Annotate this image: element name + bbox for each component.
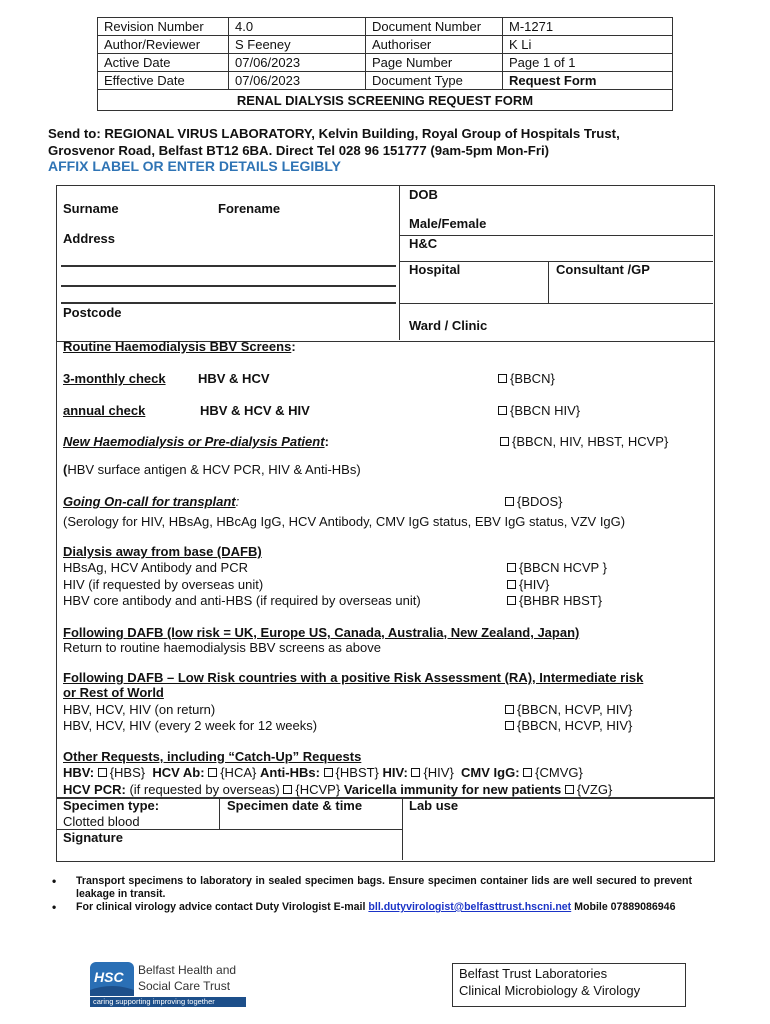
- other-requests-row-2: [63, 782, 612, 797]
- sex-field[interactable]: Male/Female: [409, 216, 487, 231]
- form-title: RENAL DIALYSIS SCREENING REQUEST FORM: [98, 90, 673, 111]
- logo-line-1: Belfast Health and: [138, 963, 237, 977]
- ra-heading-2: or Rest of World: [63, 685, 164, 700]
- ra-line-2: HBV, HCV, HIV (every 2 week for 12 weeks): [63, 718, 318, 733]
- new-patient-colon: :: [324, 434, 329, 449]
- anti-hbs-code: {HBST}: [335, 765, 379, 780]
- cmv-code: {CMVG}: [535, 765, 583, 780]
- low-risk-note: Return to routine haemodialysis BBV screens as above: [63, 640, 381, 655]
- postcode-field[interactable]: Postcode: [63, 305, 122, 320]
- specimen-divider-2: [402, 797, 403, 860]
- dafb-line-2: HIV (if requested by overseas unit): [63, 577, 264, 592]
- note-mobile: Mobile 07889086946: [574, 901, 676, 913]
- annual-check-tests: HBV & HCV & HIV: [200, 403, 310, 418]
- consultant-divider: [548, 261, 549, 303]
- dafb-line-1: HBsAg, HCV Antibody and PCR: [63, 560, 248, 575]
- hcv-pcr-note: (if requested by overseas): [129, 782, 280, 797]
- hospital-field[interactable]: Hospital: [409, 262, 461, 277]
- varicella-code: {VZG}: [576, 782, 613, 797]
- document-control-table: [97, 17, 673, 111]
- patient-divider: [399, 185, 400, 340]
- annual-check-option[interactable]: [498, 403, 580, 418]
- new-patient-note: [63, 462, 361, 477]
- document-number-value: M-1271: [503, 18, 673, 36]
- low-risk-heading: Following DAFB (low risk = UK, Europe US, Canada, Australia, New Zealand, Japan): [63, 625, 580, 640]
- send-to-line-2: Grosvenor Road, Belfast BT12 6BA. Direct Tel 028 96 151777 (9am-5pm Mon-Fri): [48, 143, 550, 158]
- checkbox-icon[interactable]: [98, 768, 107, 777]
- on-call-colon: :: [235, 494, 240, 509]
- on-call-note: (Serology for HIV, HBsAg, HBcAg IgG, HCV Antibody, CMV IgG status, EBV IgG status, VZV IgG): [63, 514, 626, 529]
- three-monthly-label: 3-monthly check: [63, 371, 166, 386]
- lab-name-line-1: Belfast Trust Laboratories: [459, 966, 608, 981]
- ra-heading-1: Following DAFB – Low Risk countries with a positive Risk Assessment (RA), Intermediate risk: [63, 670, 644, 685]
- hcv-pcr-code: {HCVP}: [295, 782, 341, 797]
- ra-option-2[interactable]: [505, 718, 632, 733]
- checkbox-icon[interactable]: [507, 563, 516, 572]
- checkbox-icon[interactable]: [507, 580, 516, 589]
- cmv-label: CMV IgG:: [461, 765, 520, 780]
- new-patient-note-text: HBV surface antigen & HCV PCR, HIV & Anti-HBs): [67, 462, 361, 477]
- forename-field[interactable]: Forename: [218, 201, 281, 216]
- author-label: Author/Reviewer: [98, 36, 229, 54]
- specimen-divider-1: [219, 797, 220, 829]
- checkbox-icon[interactable]: [283, 785, 292, 794]
- on-call-label-text: Going On-call for transplant: [63, 494, 236, 509]
- dafb-option-3[interactable]: [507, 593, 602, 608]
- hbv-code: {HBS}: [109, 765, 146, 780]
- logo-line-2: Social Care Trust: [138, 979, 231, 993]
- on-call-code: {BDOS}: [517, 494, 563, 509]
- page-number-value: Page 1 of 1: [503, 54, 673, 72]
- effective-date-value: 07/06/2023: [229, 72, 366, 90]
- revision-value: 4.0: [229, 18, 366, 36]
- address-line-1[interactable]: [61, 265, 396, 267]
- checkbox-icon[interactable]: [411, 768, 420, 777]
- signature-field[interactable]: Signature: [63, 830, 123, 845]
- dafb-option-1[interactable]: [507, 560, 607, 575]
- surname-field[interactable]: Surname: [63, 201, 119, 216]
- checkbox-icon[interactable]: [324, 768, 333, 777]
- author-value: S Feeney: [229, 36, 366, 54]
- varicella-label: Varicella immunity for new patients: [343, 782, 562, 797]
- on-call-option[interactable]: [505, 494, 563, 509]
- logo-tagline: caring supporting improving together: [93, 997, 215, 1006]
- active-date-label: Active Date: [98, 54, 229, 72]
- laboratory-box: [452, 963, 686, 1007]
- logo-hsc: HSC: [94, 969, 124, 985]
- address-field[interactable]: Address: [63, 231, 116, 246]
- annual-check-code: {BBCN HIV}: [510, 403, 581, 418]
- dafb-code-1: {BBCN HCVP }: [519, 560, 607, 575]
- consultant-field[interactable]: Consultant /GP: [556, 262, 650, 277]
- three-monthly-code: {BBCN}: [510, 371, 555, 386]
- checkbox-icon[interactable]: [523, 768, 532, 777]
- document-number-label: Document Number: [366, 18, 503, 36]
- address-line-2[interactable]: [61, 285, 396, 287]
- specimen-divider-4: [220, 829, 402, 830]
- hc-field[interactable]: H&C: [409, 236, 438, 251]
- dafb-option-2[interactable]: [507, 577, 549, 592]
- note-virology-text: For clinical virology advice contact Duty Virologist E-mail: [76, 901, 366, 913]
- three-monthly-option[interactable]: [498, 371, 555, 386]
- duty-virologist-email-link[interactable]: bll.dutyvirologist@belfasttrust.hscni.net: [368, 901, 572, 913]
- hcv-pcr-label: HCV PCR:: [63, 782, 126, 797]
- three-monthly-tests: HBV & HCV: [198, 371, 270, 386]
- new-patient-label: [63, 434, 329, 449]
- authoriser-value: K Li: [503, 36, 673, 54]
- document-type-label: Document Type: [366, 72, 503, 90]
- dafb-line-3: HBV core antibody and anti-HBS (if required by overseas unit): [63, 593, 421, 608]
- checkbox-icon[interactable]: [498, 374, 507, 383]
- hcv-ab-code: {HCA}: [220, 765, 257, 780]
- send-to-address: [48, 125, 728, 159]
- routine-heading: [63, 339, 296, 354]
- checkbox-icon[interactable]: [505, 705, 514, 714]
- checkbox-icon[interactable]: [505, 721, 514, 730]
- trust-logo: [90, 962, 250, 1008]
- dafb-heading: Dialysis away from base (DAFB): [63, 544, 262, 559]
- checkbox-icon[interactable]: [498, 406, 507, 415]
- page-number-label: Page Number: [366, 54, 503, 72]
- dob-divider: [400, 235, 713, 236]
- checkbox-icon[interactable]: [208, 768, 217, 777]
- checkbox-icon[interactable]: [565, 785, 574, 794]
- anti-hbs-label: Anti-HBs:: [259, 765, 320, 780]
- lab-name-line-2: Clinical Microbiology & Virology: [459, 983, 641, 998]
- routine-heading-colon: :: [291, 339, 296, 354]
- new-patient-code: {BBCN, HIV, HBST, HCVP}: [512, 434, 669, 449]
- specimen-type-value[interactable]: Clotted blood: [63, 814, 140, 829]
- new-patient-note-paren: (: [63, 462, 68, 477]
- dob-field[interactable]: DOB: [409, 187, 438, 202]
- ward-clinic-field[interactable]: Ward / Clinic: [409, 318, 488, 333]
- active-date-value: 07/06/2023: [229, 54, 366, 72]
- affix-label-instruction: AFFIX LABEL OR ENTER DETAILS LEGIBLY: [48, 158, 341, 174]
- new-patient-label-text: New Haemodialysis or Pre-dialysis Patient: [63, 434, 325, 449]
- other-requests-row-1: [63, 765, 583, 780]
- routine-heading-text: Routine Haemodialysis BBV Screens: [63, 339, 292, 354]
- hiv-code: {HIV}: [423, 765, 454, 780]
- checkbox-icon[interactable]: [500, 437, 509, 446]
- ra-code-1: {BBCN, HCVP, HIV}: [517, 702, 633, 717]
- send-to-line-1: Send to: REGIONAL VIRUS LABORATORY, Kelvin Building, Royal Group of Hospitals Trust,: [48, 126, 620, 141]
- hospital-divider: [400, 303, 713, 304]
- authoriser-label: Authoriser: [366, 36, 503, 54]
- ra-option-1[interactable]: [505, 702, 632, 717]
- lab-use-label: Lab use: [409, 798, 459, 813]
- annual-check-label: annual check: [63, 403, 146, 418]
- hbv-label: HBV:: [63, 765, 95, 780]
- address-line-3[interactable]: [61, 302, 396, 304]
- ra-line-1: HBV, HCV, HIV (on return): [63, 702, 216, 717]
- dafb-code-2: {HIV}: [519, 577, 550, 592]
- dafb-code-3: {BHBR HBST}: [519, 593, 603, 608]
- note-transport: • Transport specimens to laboratory in sealed specimen bags. Ensure specimen container lids are well secured to prevent leakage in transit.: [52, 875, 692, 901]
- document-type-value: Request Form: [503, 72, 673, 90]
- instruction-notes: [52, 875, 692, 914]
- hcv-ab-label: HCV Ab:: [152, 765, 205, 780]
- checkbox-icon[interactable]: [507, 596, 516, 605]
- hiv-label: HIV:: [382, 765, 408, 780]
- new-patient-option[interactable]: [500, 434, 668, 449]
- specimen-type-label: Specimen type:: [63, 798, 160, 813]
- specimen-date-field[interactable]: Specimen date & time: [227, 798, 363, 813]
- other-requests-heading: Other Requests, including “Catch-Up” Requests: [63, 749, 362, 764]
- note-virology-contact: [52, 901, 692, 914]
- revision-label: Revision Number: [98, 18, 229, 36]
- checkbox-icon[interactable]: [505, 497, 514, 506]
- on-call-label: [63, 494, 239, 509]
- ra-code-2: {BBCN, HCVP, HIV}: [517, 718, 633, 733]
- effective-date-label: Effective Date: [98, 72, 229, 90]
